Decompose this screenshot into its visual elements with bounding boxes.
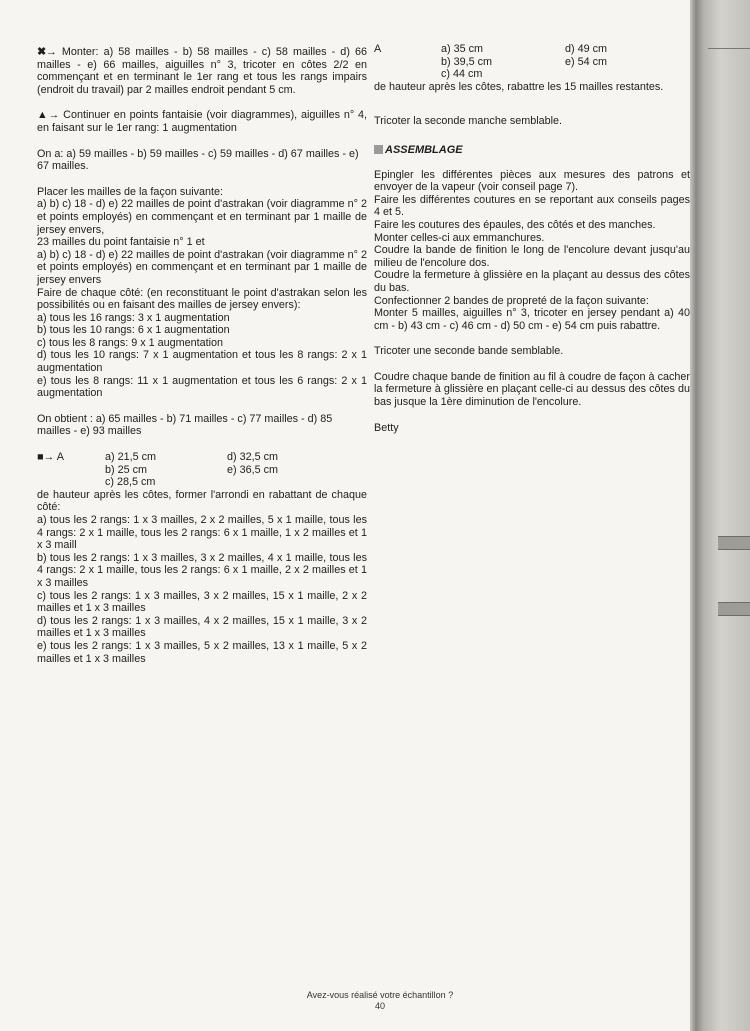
- size-c: c) 28,5 cm: [105, 476, 156, 489]
- result-paragraph: On obtient : a) 65 mailles - b) 71 mailles - c) 77 mailles - d) 85 mailles - e) 93 mailles: [37, 412, 333, 438]
- assembly-line: Monter 5 mailles, aiguilles n° 3, tricoter en jersey pendant a) 40 cm - b) 43 cm - c) 46 cm - d) 50 cm - e) 54 cm puis rabattre.: [374, 307, 690, 332]
- triangle-arrow-marker-icon: ▲→: [37, 109, 60, 122]
- assembly-line: Monter celles-ci aux emmanchures.: [374, 231, 545, 244]
- size-table-right: [374, 43, 690, 81]
- assembly-line: Epingler les différentes pièces aux mesures des patrons et envoyer de la vapeur (voir conseil page 7).: [374, 168, 690, 194]
- placement-line: Faire de chaque côté: (en reconstituant le point d'astrakan selon les possibilités ou en faisant des mailles de jersey envers):: [37, 286, 367, 312]
- placement-line: b) tous les 10 rangs: 6 x 1 augmentation: [37, 324, 230, 337]
- bind-off-paragraph: de hauteur après les côtes, rabattre les 15 mailles restantes.: [374, 80, 664, 93]
- size-c: c) 44 cm: [441, 68, 483, 81]
- size-e: e) 36,5 cm: [227, 463, 279, 476]
- size-e: e) 54 cm: [565, 55, 608, 68]
- assemblage-heading: ASSEMBLAGE: [374, 144, 690, 157]
- armhole-line: c) tous les 2 rangs: 1 x 3 mailles, 3 x 2 mailles, 15 x 1 maille, 2 x 2 mailles et 1 x 3 mailles: [37, 589, 367, 615]
- page-number: 40: [374, 1001, 385, 1011]
- assembly-paragraph: [374, 169, 690, 333]
- placement-line: a) tous les 16 rangs: 3 x 1 augmentation: [37, 311, 230, 324]
- placement-line: a) b) c) 18 - d) e) 22 mailles de point d'astrakan (voir diagramme n° 2 et points employés) en commençant et en terminant par 1 maille de jersey envers: [37, 248, 367, 286]
- finishing-paragraph: Coudre chaque bande de finition au fil à coudre de façon à cacher la fermeture à glissière en plaçant celle-ci au dessus des côtes du bas jusque la 1ère diminution de l'encolure.: [374, 370, 690, 409]
- assembly-line: Coudre la bande de finition le long de l'encolure devant jusqu'au milieu de l'encolure dos.: [374, 244, 690, 269]
- cast-on-paragraph: ✖→ Monter: a) 58 mailles - b) 58 mailles - c) 58 mailles - d) 66 mailles - e) 66 mailles, aiguilles n° 3, tricoter en côtes 2/2 en commençant et en terminant le 1er rang et tous les rangs impairs (endroit du travail) par 2 mailles endroit pendant 5 cm.: [37, 46, 367, 96]
- placement-line: e) tous les 8 rangs: 11 x 1 augmentation et tous les 6 rangs: 2 x 1 augmentation: [37, 374, 367, 400]
- placement-line: Placer les mailles de la façon suivante:: [37, 185, 224, 198]
- armhole-line: b) tous les 2 rangs: 1 x 3 mailles, 3 x 2 mailles, 4 x 1 maille, tous les 4 rangs: 2 x 1 maille, tous les 2 rangs: 6 x 1 maille, 2 x 2 mailles et 1 x 3 mailles: [37, 551, 367, 589]
- armhole-line: de hauteur après les côtes, former l'arrondi en rabattant de chaque côté:: [37, 488, 367, 514]
- size-a: a) 35 cm: [441, 43, 484, 55]
- page-edge-line: [708, 48, 750, 49]
- placement-line: d) tous les 10 rangs: 7 x 1 augmentation et tous les 8 rangs: 2 x 1 augmentation: [37, 349, 367, 375]
- square-arrow-marker-icon: ■→ A: [37, 451, 64, 464]
- right-column: [374, 43, 690, 447]
- assembly-line: Coudre la fermeture à glissière en la plaçant au dessus des côtes du bas.: [374, 269, 690, 294]
- grey-square-icon: [374, 145, 383, 154]
- size-a: a) 21,5 cm: [105, 451, 157, 464]
- armhole-paragraph: [37, 489, 367, 665]
- assembly-line: Faire les coutures des épaules, des côtés et des manches.: [374, 218, 656, 231]
- page-binding-edge: [690, 0, 750, 1031]
- size-d: d) 32,5 cm: [227, 451, 279, 464]
- stitch-count-paragraph: On a: a) 59 mailles - b) 59 mailles - c) 59 mailles - d) 67 mailles - e) 67 mailles.: [37, 147, 359, 173]
- cross-arrow-marker-icon: ✖→: [37, 46, 57, 58]
- page-edge-tab: [718, 602, 750, 616]
- size-d: d) 49 cm: [565, 43, 608, 55]
- assembly-line: Faire les différentes coutures en se reportant aux conseils pages 4 et 5.: [374, 193, 690, 219]
- assembly-line: Confectionner 2 bandes de propreté de la façon suivante:: [374, 294, 649, 307]
- placement-line: 23 mailles du point fantaisie n° 1 et: [37, 236, 205, 249]
- placement-line: c) tous les 8 rangs: 9 x 1 augmentation: [37, 336, 224, 349]
- size-b: b) 39,5 cm: [441, 55, 493, 68]
- signature: Betty: [374, 421, 399, 434]
- page-footer: [300, 990, 460, 1012]
- size-b: b) 25 cm: [105, 463, 148, 476]
- footer-question: Avez-vous réalisé votre échantillon ?: [306, 990, 454, 1000]
- second-band-paragraph: Tricoter une seconde bande semblable.: [374, 345, 564, 358]
- placement-line: a) b) c) 18 - d) e) 22 mailles de point d'astrakan (voir diagramme n° 2 et points employés) en commençant et en terminant par 1 maille de jersey envers,: [37, 198, 367, 236]
- size-marker: A: [374, 43, 382, 55]
- armhole-line: e) tous les 2 rangs: 1 x 3 mailles, 5 x 2 mailles, 13 x 1 maille, 5 x 2 mailles et 1 x 3 mailles: [37, 639, 367, 665]
- armhole-line: a) tous les 2 rangs: 1 x 3 mailles, 2 x 2 mailles, 5 x 1 maille, tous les 4 rangs: 2 x 1 maille, tous les 2 rangs: 6 x 1 maille, 1 x 2 mailles et 1 x 3 maill: [37, 514, 367, 552]
- page-edge-tab: [718, 536, 750, 550]
- second-sleeve-paragraph: Tricoter la seconde manche semblable.: [374, 115, 563, 128]
- size-table-left: [37, 451, 367, 489]
- armhole-line: d) tous les 2 rangs: 1 x 3 mailles, 4 x 2 mailles, 15 x 1 maille, 3 x 2 mailles et 1 x 3 mailles: [37, 614, 367, 640]
- pattern-paragraph: ▲→ Continuer en points fantaisie (voir diagrammes), aiguilles n° 4, en faisant sur le 1er rang: 1 augmentation: [37, 109, 368, 134]
- left-column: [37, 46, 367, 665]
- placement-paragraph: [37, 186, 367, 400]
